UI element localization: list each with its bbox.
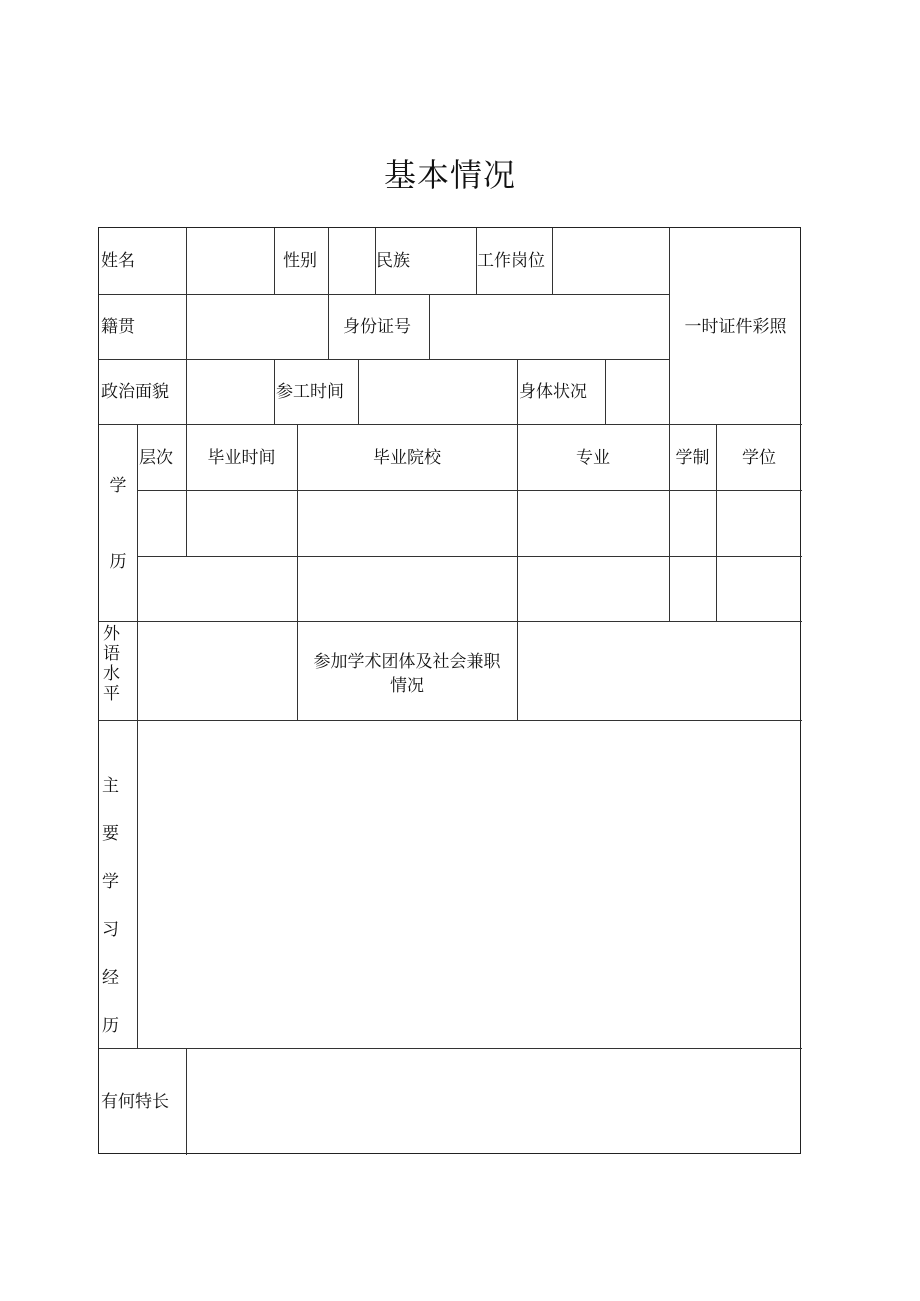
specialty-label: 有何特长 (101, 1092, 169, 1112)
grid-line (99, 294, 186, 295)
edu-row-2-degree[interactable] (717, 557, 801, 620)
label-char: 习 (102, 920, 119, 940)
academic-groups-field[interactable] (518, 622, 801, 719)
grid-line (517, 359, 518, 424)
ethnicity-field[interactable] (430, 229, 475, 293)
photo-label: 一时证件彩照 (684, 317, 787, 337)
academic-groups-label-line-1: 参加学术团体及社会兼职 (313, 652, 501, 672)
header-degree: 学位 (742, 448, 776, 468)
label-char: 水 (103, 664, 120, 684)
edu-row-1-grad-time[interactable] (187, 491, 296, 555)
work-start-label: 参工时间 (276, 382, 344, 402)
political-status-field[interactable] (187, 360, 273, 423)
edu-row-2-duration[interactable] (670, 557, 715, 620)
education-label-2: 历 (109, 552, 127, 572)
header-major: 专业 (576, 448, 610, 468)
id-number-field[interactable] (430, 295, 668, 358)
label-char: 外 (103, 624, 120, 644)
education-label-1: 学 (109, 476, 127, 496)
edu-row-1-degree[interactable] (717, 491, 801, 555)
academic-groups-label-line-2: 情况 (390, 676, 424, 696)
academic-groups-label (297, 650, 517, 698)
label-char: 学 (102, 872, 119, 892)
native-place-label: 籍贯 (101, 317, 135, 337)
header-grad-time: 毕业时间 (207, 448, 276, 468)
grid-line (274, 359, 275, 424)
gender-label: 性别 (283, 251, 317, 271)
label-char: 要 (102, 824, 119, 844)
study-experience-field[interactable] (138, 721, 801, 1047)
id-number-label: 身份证号 (343, 317, 411, 337)
edu-row-2-major[interactable] (518, 557, 668, 620)
edu-row-1-major[interactable] (518, 491, 668, 555)
grid-line (99, 424, 802, 425)
name-field[interactable] (187, 229, 273, 293)
study-experience-label (102, 762, 122, 1050)
gender-field[interactable] (329, 229, 374, 293)
edu-row-2-grad-time[interactable] (187, 557, 296, 620)
edu-row-1-duration[interactable] (670, 491, 715, 555)
page-title: 基本情况 (383, 156, 516, 194)
label-char: 经 (102, 968, 119, 988)
grid-line (274, 228, 275, 294)
political-status-label: 政治面貌 (101, 382, 169, 402)
basic-info-form (98, 227, 801, 1154)
native-place-field[interactable] (187, 295, 327, 358)
header-duration: 学制 (675, 448, 710, 468)
edu-row-2-school[interactable] (298, 557, 516, 620)
position-label: 工作岗位 (477, 251, 545, 271)
header-school: 毕业院校 (373, 448, 441, 468)
work-start-field[interactable] (359, 360, 516, 423)
foreign-language-label (103, 624, 123, 704)
name-label: 姓名 (101, 251, 135, 271)
label-char: 历 (102, 1016, 119, 1036)
edu-row-1-level[interactable] (138, 491, 185, 555)
label-char: 平 (103, 684, 120, 704)
health-field[interactable] (606, 360, 668, 423)
edu-row-2-level[interactable] (138, 557, 185, 620)
photo-area[interactable] (670, 229, 801, 423)
ethnicity-label: 民族 (376, 251, 410, 271)
label-char: 主 (102, 776, 119, 796)
position-field[interactable] (553, 229, 668, 293)
header-level: 层次 (139, 448, 173, 468)
specialty-field[interactable] (187, 1049, 801, 1153)
label-char: 语 (103, 644, 120, 664)
foreign-language-field[interactable] (138, 622, 296, 719)
edu-row-1-school[interactable] (298, 491, 516, 555)
health-label: 身体状况 (519, 382, 587, 402)
